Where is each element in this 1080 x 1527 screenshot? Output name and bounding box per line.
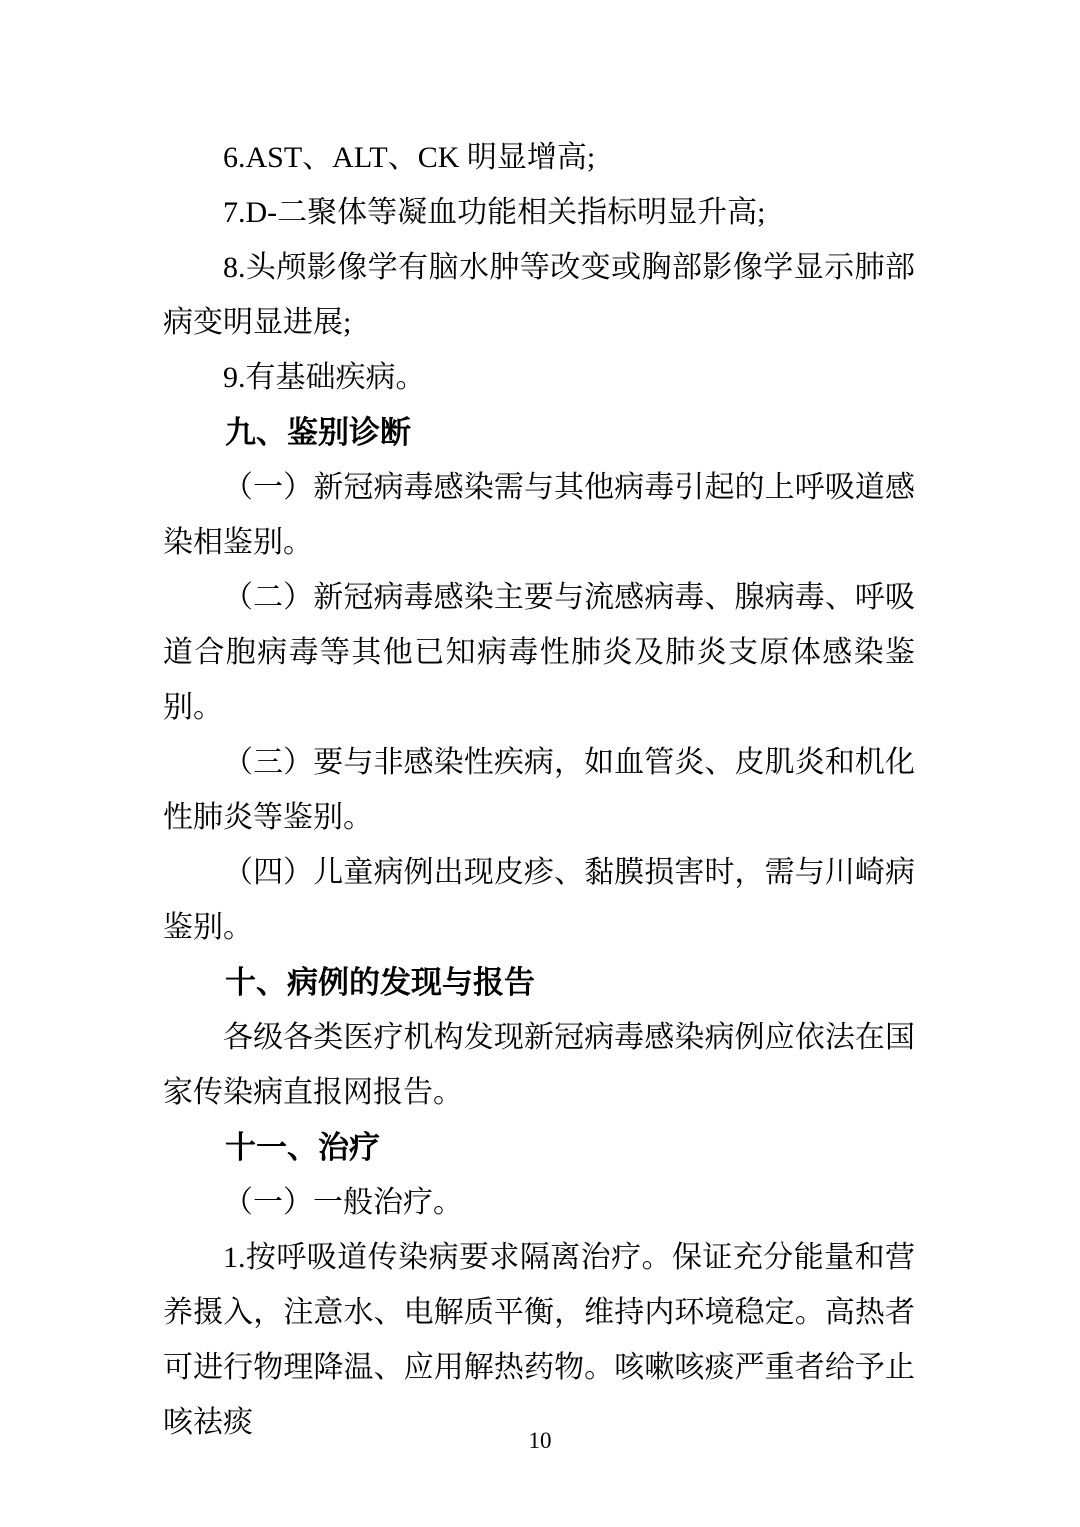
heading-differential-diagnosis: 九、鉴别诊断 <box>225 415 411 450</box>
para-general-treatment: （一）一般治疗。 <box>223 1186 463 1219</box>
para-diff-kawasaki-disease: （四）儿童病例出现皮疹、黏膜损害时，需与川崎病鉴别。 <box>163 856 915 944</box>
para-diff-upper-respiratory: （一）新冠病毒感染需与其他病毒引起的上呼吸道感染相鉴别。 <box>163 471 915 559</box>
item-7-d-dimer: 7.D-二聚体等凝血功能相关指标明显升高; <box>223 196 766 229</box>
item-6-ast-alt-ck: 6.AST、ALT、CK 明显增高; <box>223 141 596 174</box>
para-diff-noninfectious-disease: （三）要与非感染性疾病，如血管炎、皮肌炎和机化性肺炎等鉴别。 <box>163 746 915 834</box>
para-reporting-requirement: 各级各类医疗机构发现新冠病毒感染病例应依法在国家传染病直报网报告。 <box>163 1021 915 1109</box>
item-9-underlying-disease: 9.有基础疾病。 <box>223 361 426 394</box>
document-body <box>163 130 915 1450</box>
page-number: 10 <box>528 1428 552 1453</box>
heading-case-detection-reporting: 十、病例的发现与报告 <box>225 965 535 1000</box>
item-8-imaging-progression: 8.头颅影像学有脑水肿等改变或胸部影像学显示肺部病变明显进展; <box>163 251 915 339</box>
para-diff-known-viral-pneumonia: （二）新冠病毒感染主要与流感病毒、腺病毒、呼吸道合胞病毒等其他已知病毒性肺炎及肺炎支原体感染鉴别。 <box>163 581 915 724</box>
para-treatment-item-1: 1.按呼吸道传染病要求隔离治疗。保证充分能量和营养摄入，注意水、电解质平衡，维持内环境稳定。高热者可进行物理降温、应用解热药物。咳嗽咳痰严重者给予止咳祛痰 <box>163 1241 915 1439</box>
heading-treatment: 十一、治疗 <box>225 1130 380 1165</box>
